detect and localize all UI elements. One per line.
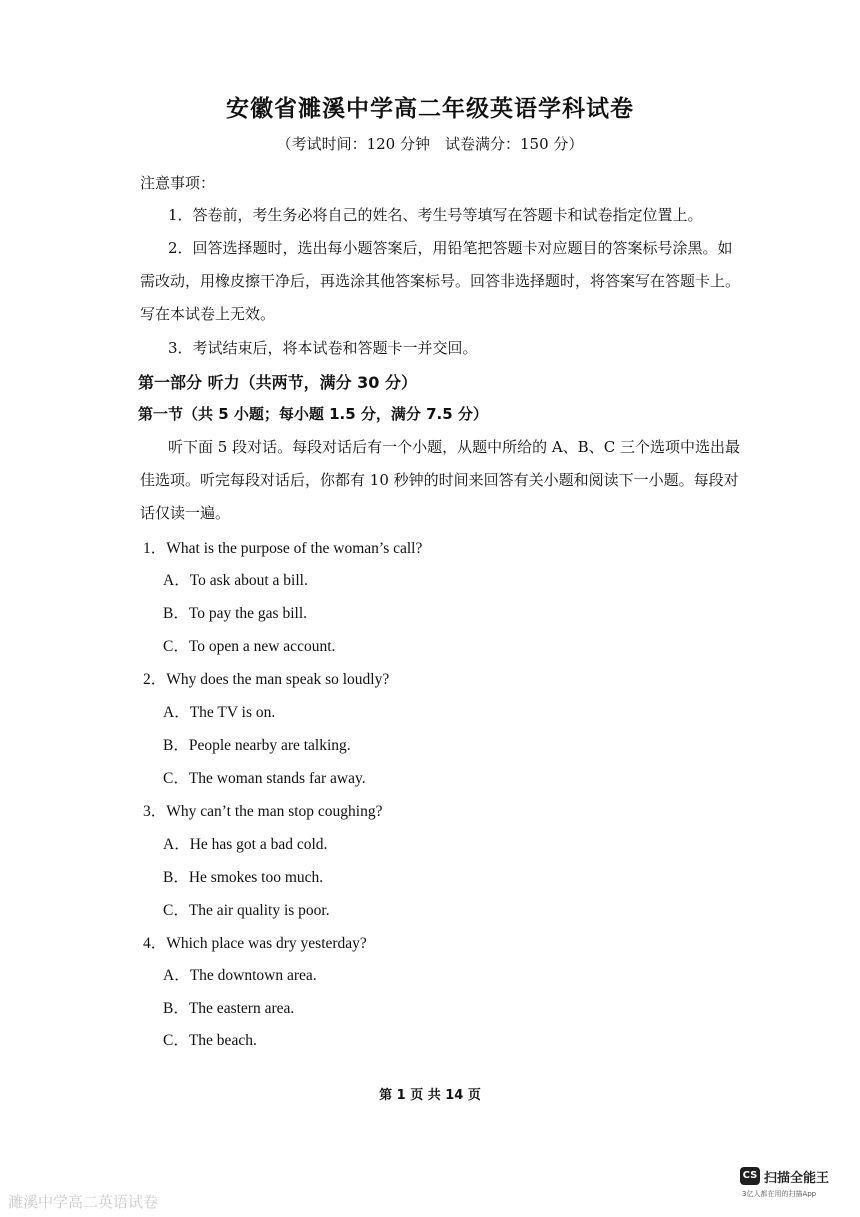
scanner-app-logo [740,1167,850,1207]
part1-heading: 第一部分 听力（共两节，满分 30 分） [138,373,417,392]
question-option: B．To pay the gas bill. [163,605,307,622]
question-option: C．To open a new account. [163,638,336,655]
question-option: C．The air quality is poor. [163,902,330,919]
question-stem: 1．What is the purpose of the woman’s call? [143,540,423,557]
question-option: C．The beach. [163,1032,257,1049]
exam-subtitle: （考试时间：120 分钟 试卷满分：150 分） [276,135,584,153]
note-item-3: 3．考试结束后，将本试卷和答题卡一并交回。 [168,339,478,357]
scanner-app-tagline: 3亿人都在用的扫描App [742,1190,817,1198]
scanner-app-name: 扫描全能王 [764,1171,830,1186]
exam-title: 安徽省濉溪中学高二年级英语学科试卷 [226,96,634,122]
question-stem: 3．Why can’t the man stop coughing? [143,803,383,820]
note-item-2-line-2: 需改动，用橡皮擦干净后，再选涂其他答案标号。回答非选择题时，将答案写在答题卡上。 [140,272,741,290]
question-stem: 2．Why does the man speak so loudly? [143,671,390,688]
section1-heading: 第一节（共 5 小题；每小题 1.5 分，满分 7.5 分） [138,405,488,423]
question-option: B．People nearby are talking. [163,737,351,754]
question-option: A．The TV is on. [163,704,276,721]
question-option: B．The eastern area. [163,1000,295,1017]
question-option: B．He smokes too much. [163,869,324,886]
notes-heading: 注意事项： [140,174,216,192]
note-item-2-line-3: 写在本试卷上无效。 [140,305,276,323]
question-option: A．He has got a bad cold. [163,836,328,853]
page-number: 第 1 页 共 14 页 [379,1088,481,1103]
question-stem: 4．Which place was dry yesterday? [143,935,367,952]
instructions-line-3: 话仅读一遍。 [140,504,231,522]
question-option: C．The woman stands far away. [163,770,366,787]
instructions-line-2: 佳选项。听完每段对话后，你都有 10 秒钟的时间来回答有关小题和阅读下一小题。每段对 [140,471,739,489]
cs-app-icon: CS [740,1167,760,1185]
question-option: A．To ask about a bill. [163,572,308,589]
question-option: A．The downtown area. [163,967,317,984]
instructions-line-1: 听下面 5 段对话。每段对话后有一个小题，从题中所给的 A、B、C 三个选项中选出最 [168,438,740,456]
note-item-1: 1．答卷前，考生务必将自己的姓名、考生号等填写在答题卡和试卷指定位置上。 [168,206,703,224]
watermark-text: 濉溪中学高二英语试卷 [8,1193,159,1211]
note-item-2-line-1: 2．回答选择题时，选出每小题答案后，用铅笔把答题卡对应题目的答案标号涂黑。如 [168,239,733,257]
